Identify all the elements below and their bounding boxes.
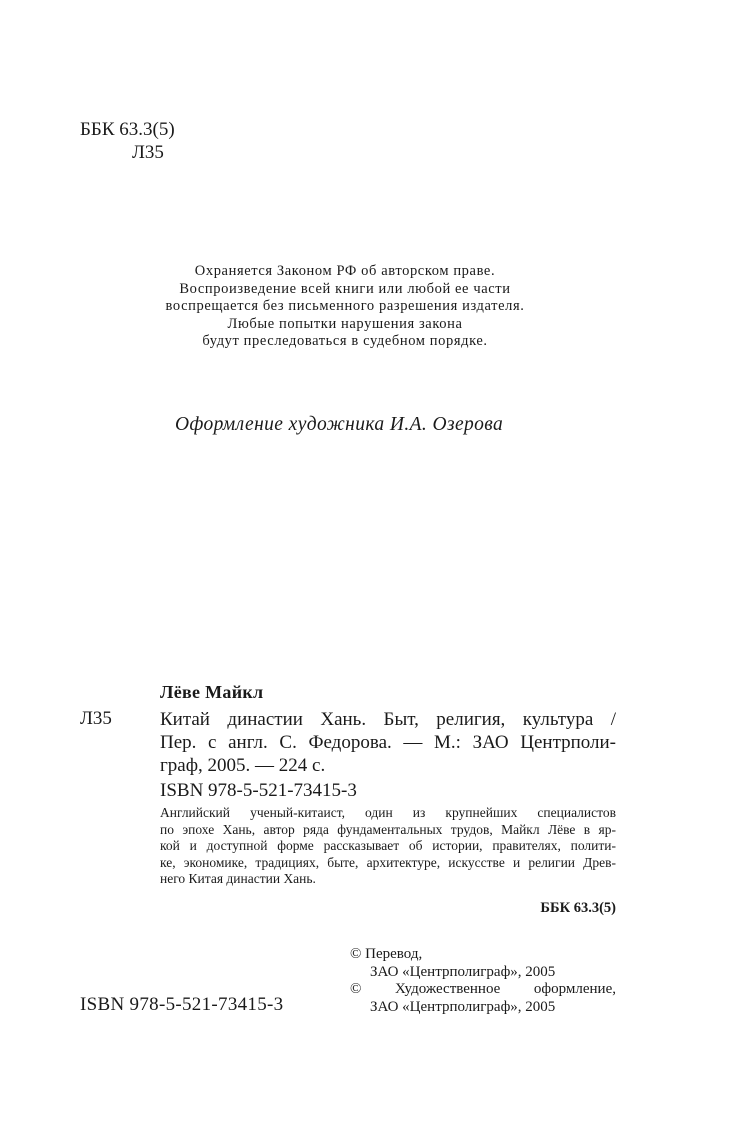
copyright-line: Охраняется Законом РФ об авторском праве. [194, 263, 496, 279]
bbk-classification-top [80, 118, 175, 164]
annotation-line: него Китая династии Хань. [160, 871, 316, 886]
rights-line: © Перевод, [350, 946, 423, 962]
copyright-line: Любые попытки нарушения закона [227, 315, 463, 332]
bbk-code: ББК 63.3(5) [80, 119, 175, 140]
rights-line: © Художественное оформление, [350, 981, 616, 997]
description-line: граф, 2005. — 224 с. [160, 755, 326, 776]
bbk-classification-bottom: ББК 63.3(5) [540, 900, 616, 916]
annotation-line: кой и доступной форме рассказывает об истории, правителях, полити- [160, 838, 616, 853]
annotation-line: ке, экономике, традициях, быте, архитектуре, искусстве и религии Древ- [160, 854, 616, 870]
rights-line: ЗАО «Центрполиграф», 2005 [370, 998, 556, 1015]
annotation-line: Английский ученый-китаист, один из крупнейших специалистов [160, 805, 616, 820]
isbn-bottom: ISBN 978-5-521-73415-3 [80, 994, 284, 1015]
catalog-description [160, 708, 616, 777]
catalog-author: Лёве Майкл [160, 682, 264, 702]
annotation [160, 805, 616, 888]
rights-line: ЗАО «Центрполиграф», 2005 [370, 963, 556, 980]
copyright-line: будут преследоваться в судебном порядке. [202, 333, 488, 349]
rights-block [350, 946, 616, 1016]
catalog-isbn: ISBN 978-5-521-73415-3 [160, 780, 357, 801]
copyright-notice [0, 263, 690, 351]
author-mark: Л35 [132, 142, 164, 163]
description-line: Пер. с англ. С. Федорова. — М.: ЗАО Центрполи- [160, 732, 616, 753]
copyright-line: воспрещается без письменного разрешения издателя. [165, 298, 525, 314]
catalog-author-mark: Л35 [80, 708, 112, 729]
annotation-line: по эпохе Хань, автор ряда фундаментальных трудов, Майкл Лёве в яр- [160, 821, 616, 837]
copyright-line: Воспроизведение всей книги или любой ее части [179, 280, 511, 297]
designer-credit: Оформление художника И.А. Озерова [175, 414, 504, 435]
description-line: Китай династии Хань. Быт, религия, культура / [160, 709, 616, 730]
